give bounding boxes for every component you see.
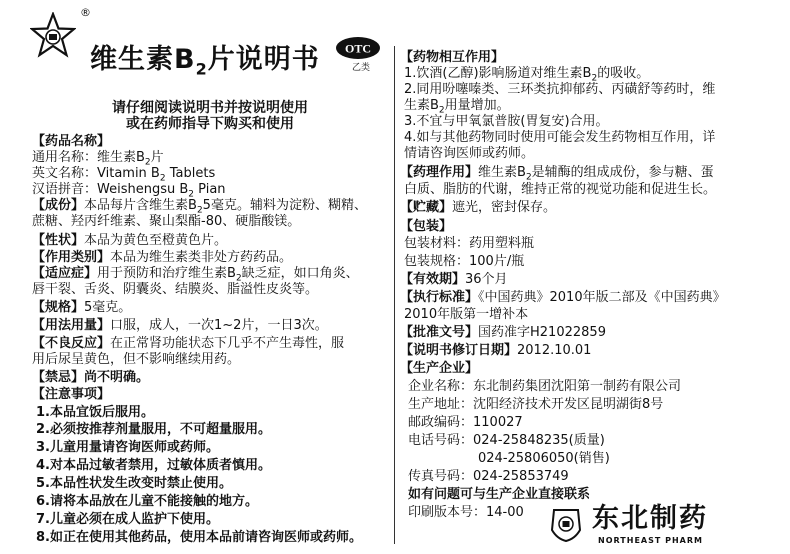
usage: 【用法用量】口服，成人，一次1~2片，一日3次。: [32, 318, 328, 333]
caution-item: 8.如正在使用其他药品，使用本品前请咨询医师或药师。: [36, 530, 362, 545]
interaction-line: 3.不宜与甲氧氯普胺(胃复安)合用。: [404, 114, 609, 129]
otc-badge: [335, 36, 381, 60]
caution-item: 6.请将本品放在儿童不能接触的地方。: [36, 494, 258, 509]
registered-mark: ®: [80, 6, 91, 19]
postcode: 邮政编码：110027: [408, 415, 523, 430]
interaction-line: 1.饮酒(乙醇)影响肠道对维生素$B_2$的吸收。: [404, 66, 650, 84]
interaction-line: 4.如与其他药物同时使用可能会发生药物相互作用，详: [404, 130, 716, 145]
package-material: 包装材料：药用塑料瓶: [404, 236, 535, 251]
interaction-line: 2.同用吩噻嗪类、三环类抗抑郁药、丙磺舒等药时，维: [404, 82, 716, 97]
otc-category: 乙类: [352, 63, 371, 73]
column-divider: [394, 46, 395, 544]
brand-english: NORTHEAST PHARM: [598, 536, 703, 545]
manufacturer-heading: 【生产企业】: [400, 361, 479, 376]
spec: 【规格】5毫克。: [32, 300, 132, 315]
interaction-heading: 【药物相互作用】: [400, 50, 505, 65]
indication-line-1: 【适应症】用于预防和治疗维生素$B_2$缺乏症，如口角炎、: [32, 266, 359, 284]
brand-name: 东北制药: [592, 503, 708, 534]
brand-seal-icon: [548, 506, 584, 542]
caution-heading: 【注意事项】: [32, 387, 111, 402]
package-spec: 包装规格：100片/瓶: [404, 254, 525, 269]
pinyin-name: 汉语拼音：Weishengsu $B_2$ Pian: [32, 182, 226, 200]
interaction-line: 情请咨询医师或药师。: [404, 146, 535, 161]
print-version: 印刷版本号：14-00: [408, 505, 524, 520]
composition-line-2: 蔗糖、羟丙纤维素、聚山梨酯-80、硬脂酸镁。: [32, 214, 301, 229]
standard-line-2: 2010年版第一增补本: [404, 307, 529, 322]
caution-item: 7.儿童必须在成人监护下使用。: [36, 512, 219, 527]
indication-line-2: 唇干裂、舌炎、阴囊炎、结膜炎、脂溢性皮炎等。: [32, 282, 319, 297]
fax: 传真号码：024-25853749: [408, 469, 569, 484]
name-heading: 【药品名称】: [32, 134, 111, 149]
approval-number: 【批准文号】国药准字H21022859: [400, 325, 606, 340]
interaction-line: 生素$B_2$用量增加。: [404, 98, 510, 116]
pharmacology-line-2: 白质、脂肪的代谢，维持正常的视觉功能和促进生长。: [404, 182, 717, 197]
english-name: 英文名称：Vitamin $B_2$ Tablets: [32, 166, 216, 184]
pharmacology-line-1: 【药理作用】维生素$B_2$是辅酶的组成成份，参与糖、蛋: [400, 165, 714, 183]
revision-date: 【说明书修订日期】2012.10.01: [400, 343, 592, 358]
storage: 【贮藏】遮光，密封保存。: [400, 200, 557, 215]
page-title: 维生素$B_2$片说明书: [90, 44, 320, 79]
contraindication: 【禁忌】尚不明确。: [32, 370, 150, 385]
caution-item: 4.对本品过敏者禁用，过敏体质者慎用。: [36, 458, 271, 473]
character: 【性状】本品为黄色至橙黄色片。: [32, 233, 228, 248]
contact-note: 如有问题可与生产企业直接联系: [408, 487, 591, 502]
company-address: 生产地址：沈阳经济技术开发区昆明湖街8号: [408, 397, 664, 412]
category: 【作用类别】本品为维生素类非处方药药品。: [32, 250, 293, 265]
adverse-line-1: 【不良反应】在正常肾功能状态下几乎不产生毒性，服: [32, 336, 345, 351]
caution-item: 1.本品宜饭后服用。: [36, 405, 154, 420]
caution-item: 5.本品性状发生改变时禁止使用。: [36, 476, 232, 491]
caution-item: 2.必须按推荐剂量服用，不可超量服用。: [36, 422, 271, 437]
otc-label: OTC: [344, 41, 372, 56]
standard-line-1: 【执行标准】《中国药典》2010年版二部及《中国药典》: [400, 290, 726, 305]
expiry: 【有效期】36个月: [400, 272, 508, 287]
adverse-line-2: 用后尿呈黄色，但不影响继续用药。: [32, 352, 241, 367]
star-seal-icon: [30, 12, 76, 58]
phone-sales: 024-25806050(销售): [478, 451, 610, 466]
phone-quality: 电话号码：024-25848235(质量): [408, 433, 605, 448]
notice-line-2: 或在药师指导下购买和使用: [126, 116, 294, 132]
composition-line-1: 【成份】本品每片含维生素$B_25$毫克。辅料为淀粉、糊精、: [32, 198, 367, 216]
package-heading: 【包装】: [400, 219, 453, 234]
common-name: 通用名称：维生素$B_2$片: [32, 150, 164, 168]
caution-item: 3.儿童用量请咨询医师或药师。: [36, 440, 219, 455]
company-name: 企业名称：东北制药集团沈阳第一制药有限公司: [408, 379, 682, 394]
notice-line-1: 请仔细阅读说明书并按说明使用: [112, 100, 308, 116]
